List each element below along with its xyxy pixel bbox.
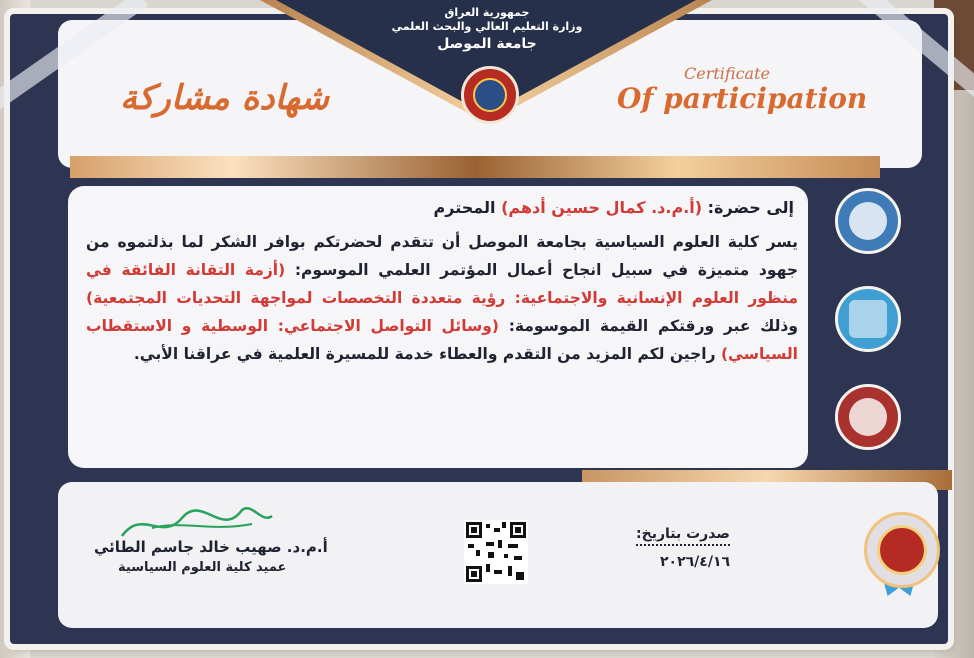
issued-date-value: ٢٠٢٦/٤/١٦: [660, 554, 731, 570]
government-heading: [0, 6, 974, 51]
ministry-line: وزارة التعليم العالي والبحث العلمي: [391, 20, 583, 33]
signer-name: أ.م.د. صهيب خالد جاسم الطائي: [94, 538, 328, 556]
to-label: إلى حضرة:: [707, 198, 794, 217]
body-closing: راجين لكم المزيد من التقدم والعطاء خدمة للمسيرة العلمية في عراقنا الأبي.: [133, 345, 716, 363]
certificate-title-english-line1: Certificate: [684, 64, 770, 83]
body-middle: وذلك عبر ورقتكم القيمة الموسومة:: [508, 317, 798, 335]
country-line: جمهورية العراق: [444, 6, 530, 19]
badge-center: [849, 202, 887, 240]
college-badge-icon: [835, 384, 901, 450]
seal-center: [877, 525, 927, 575]
university-line: جامعة الموصل: [437, 36, 537, 52]
certificate-title-english-line2: Of participation: [617, 82, 868, 115]
university-logo-center: [473, 78, 507, 112]
qr-code-icon: [464, 520, 528, 584]
issued-date-label: صدرت بتاريخ:: [636, 526, 730, 546]
university-seal-icon: [864, 512, 940, 588]
recipient-name: (أ.م.د. كمال حسين أدهم): [501, 198, 703, 217]
paper-title: (وسائل التواصل الاجتماعي: الوسطية و الاستقطاب السياسي): [86, 317, 798, 363]
honorific: المحترم: [433, 198, 496, 217]
institution-badge-icon: [835, 188, 901, 254]
calligraphy-badge-icon: [835, 286, 901, 352]
university-logo-icon: [461, 66, 519, 124]
recipient-address: [434, 198, 794, 217]
certificate-body-text: [86, 228, 798, 368]
certificate-title-arabic: شهادة مشاركة: [120, 78, 330, 118]
badge-center: [849, 398, 887, 436]
signer-title: عميد كلية العلوم السياسية: [118, 560, 287, 575]
conference-title: (أزمة التقانة الفائقة في منظور العلوم الإنسانية والاجتماعية: رؤية متعددة التخصصات لمواجهة التحديات المجتمعية): [86, 261, 798, 307]
header-gold-band: [70, 156, 880, 178]
badge-center: [849, 300, 887, 338]
body-intro: يسر كلية العلوم السياسية بجامعة الموصل أن تتقدم لحضرتكم بوافر الشكر لما بذلتموه من جهود متميزة في سبيل انجاح أعمال المؤتمر العلمي الموسوم:: [86, 233, 798, 279]
